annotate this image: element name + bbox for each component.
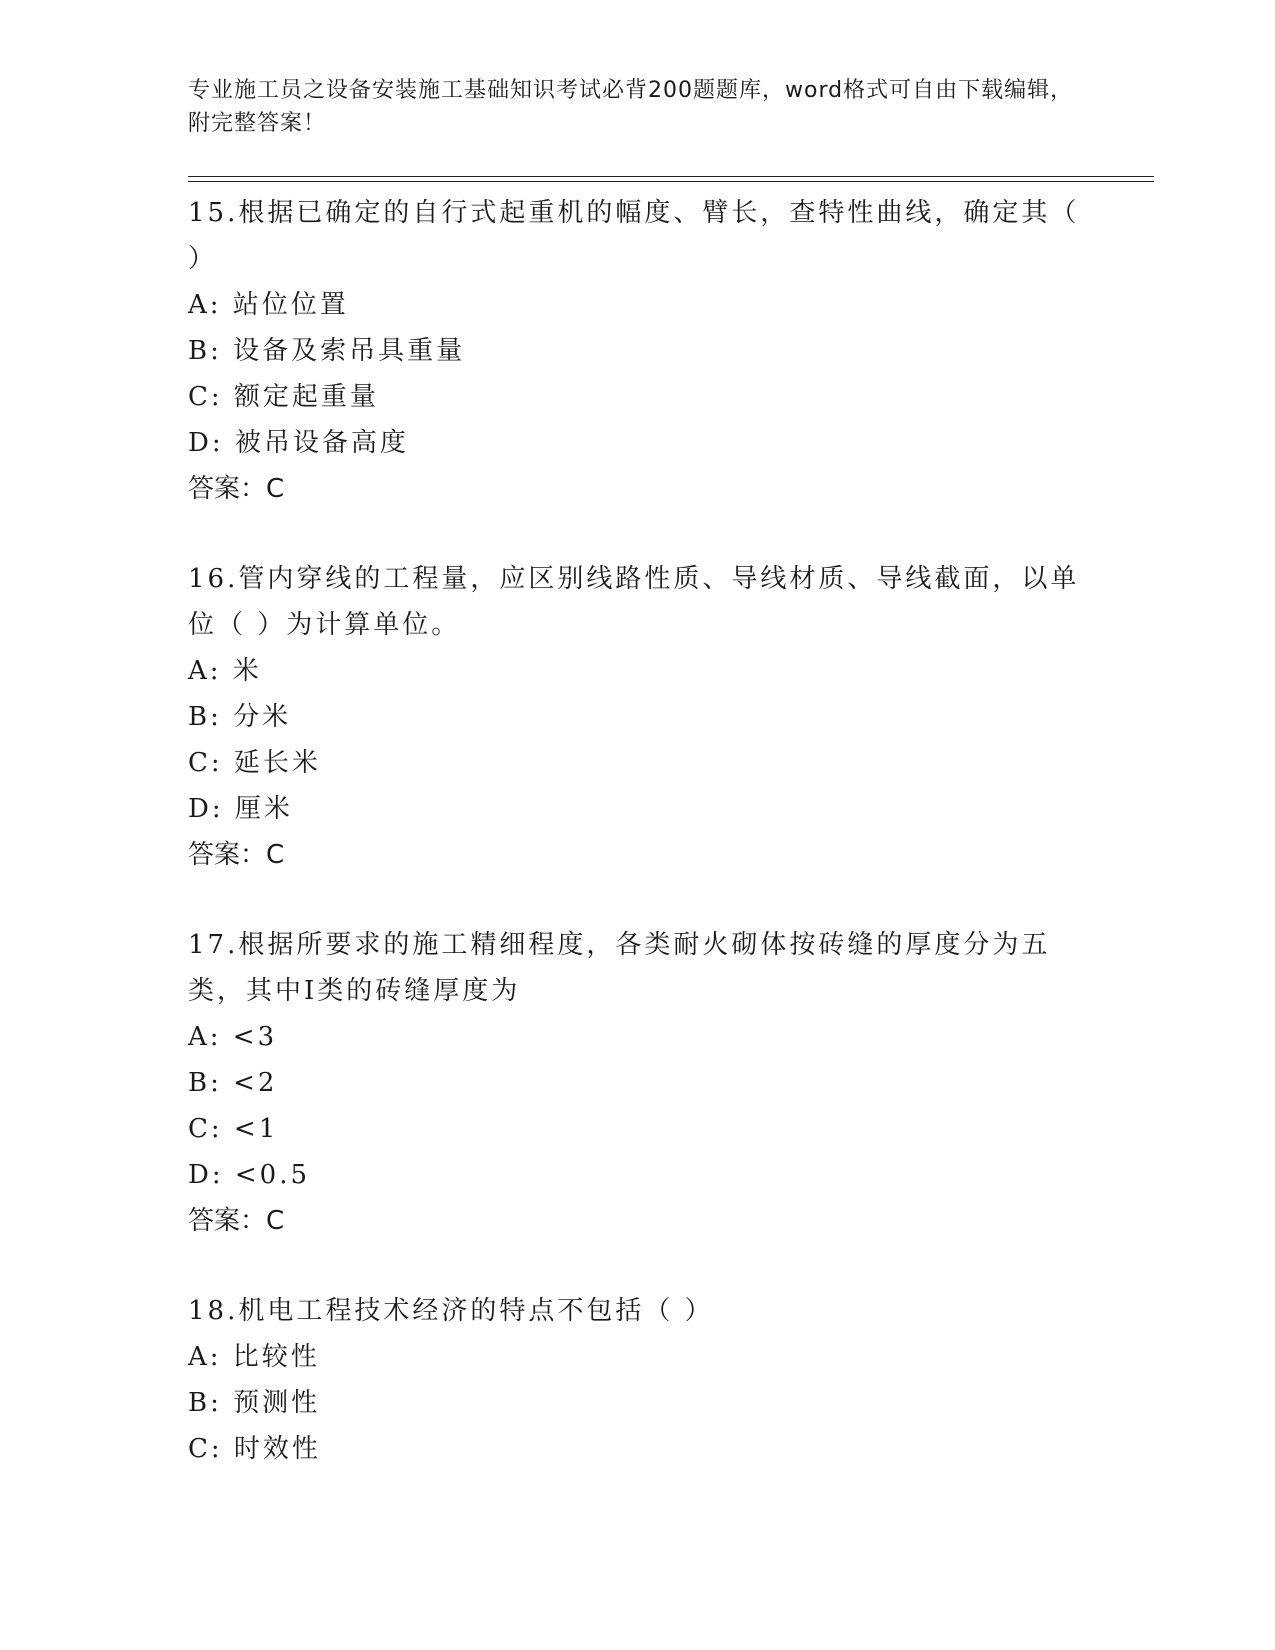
option-a: A: 米 (188, 656, 262, 686)
header-divider-bottom (188, 181, 1154, 182)
option-c: C: 时效性 (188, 1434, 321, 1464)
option-b: B: 分米 (188, 702, 292, 732)
option-b: B: 预测性 (188, 1388, 321, 1418)
question-list (188, 190, 1088, 1516)
option-b: B: 设备及索吊具重量 (188, 336, 466, 366)
option-d: D: 厘米 (188, 794, 293, 824)
question-17 (188, 922, 1088, 1244)
option-d: D: 被吊设备高度 (188, 428, 409, 458)
question-15 (188, 190, 1088, 512)
answer-line: 答案：C (188, 840, 285, 870)
option-a: A: <3 (188, 1022, 278, 1052)
option-a: A: 站位位置 (188, 290, 349, 320)
option-c: C: <1 (188, 1114, 279, 1144)
option-d: D: <0.5 (188, 1160, 311, 1190)
question-16 (188, 556, 1088, 878)
option-a: A: 比较性 (188, 1342, 320, 1372)
question-stem: 18.机电工程技术经济的特点不包括（ ） (188, 1296, 714, 1326)
question-18 (188, 1288, 1088, 1472)
question-stem: 17.根据所要求的施工精细程度，各类耐火砌体按砖缝的厚度分为五类，其中I类的砖缝厚度为 (188, 930, 1051, 1006)
header-divider-top (188, 176, 1154, 177)
question-stem: 15.根据已确定的自行式起重机的幅度、臂长，查特性曲线，确定其（ ） (188, 198, 1080, 274)
answer-line: 答案：C (188, 474, 285, 504)
option-c: C: 延长米 (188, 748, 321, 778)
option-c: C: 额定起重量 (188, 382, 379, 412)
question-stem: 16.管内穿线的工程量，应区别线路性质、导线材质、导线截面，以单位（ ）为计算单位。 (188, 564, 1080, 640)
option-b: B: <2 (188, 1068, 278, 1098)
document-header: 专业施工员之设备安装施工基础知识考试必背200题题库，word格式可自由下载编辑，附完整答案！ (188, 78, 1074, 136)
answer-line: 答案：C (188, 1206, 285, 1236)
